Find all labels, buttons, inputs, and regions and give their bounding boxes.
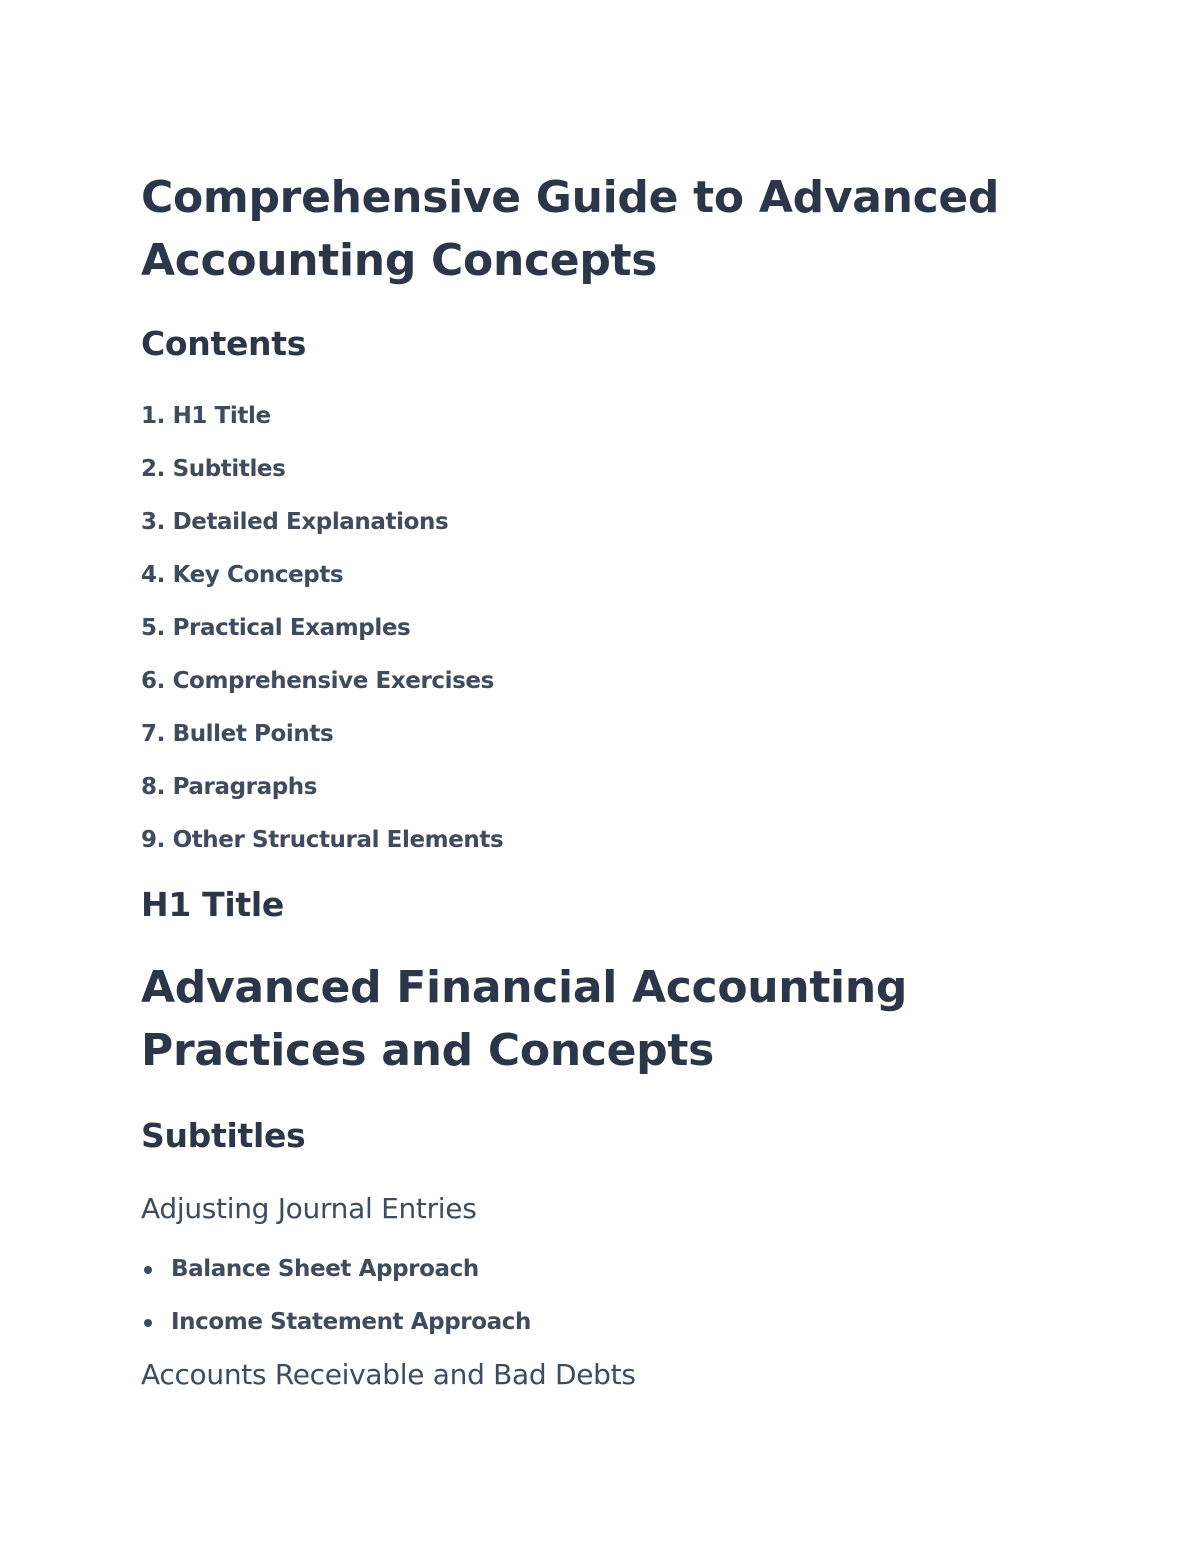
- subtitle-item: Accounts Receivable and Bad Debts: [141, 1358, 636, 1391]
- bullet-item: [141, 1243, 1041, 1296]
- toc-item-label: Paragraphs: [172, 774, 318, 800]
- toc-item-label: Bullet Points: [172, 721, 334, 747]
- toc-item: [141, 443, 1041, 496]
- toc-item-label: Subtitles: [172, 456, 286, 482]
- toc-item-number: 8.: [141, 774, 165, 800]
- toc-item: [141, 708, 1041, 761]
- toc-item-label: Comprehensive Exercises: [172, 668, 494, 694]
- toc-item: [141, 761, 1041, 814]
- bullet-icon: [144, 1266, 152, 1274]
- toc-item: [141, 602, 1041, 655]
- toc-item-number: 4.: [141, 562, 165, 588]
- toc-item: [141, 390, 1041, 443]
- toc-item-number: 2.: [141, 456, 165, 482]
- bullet-item: [141, 1296, 1041, 1349]
- document-title: Comprehensive Guide to Advanced Accounting Concepts: [141, 172, 1000, 286]
- toc-item: [141, 814, 1041, 867]
- toc-item-number: 5.: [141, 615, 165, 641]
- toc-item-number: 9.: [141, 827, 165, 853]
- toc-item-number: 1.: [141, 403, 165, 429]
- table-of-contents: [141, 390, 1041, 867]
- toc-item-label: Key Concepts: [172, 562, 344, 588]
- h1-section-heading: H1 Title: [141, 885, 284, 924]
- document-page: [141, 166, 1041, 1395]
- toc-item-label: H1 Title: [172, 403, 271, 429]
- toc-item-label: Detailed Explanations: [172, 509, 449, 535]
- h1-section-title: Advanced Financial Accounting Practices and Concepts: [141, 962, 908, 1076]
- bullet-item-label: Income Statement Approach: [171, 1309, 531, 1335]
- toc-item-number: 6.: [141, 668, 165, 694]
- toc-item-label: Other Structural Elements: [172, 827, 504, 853]
- toc-item-number: 7.: [141, 721, 165, 747]
- contents-heading: Contents: [141, 324, 307, 363]
- subtitles-section-heading: Subtitles: [141, 1116, 306, 1155]
- bullet-icon: [144, 1319, 152, 1327]
- bullet-item-label: Balance Sheet Approach: [171, 1256, 479, 1282]
- toc-item-number: 3.: [141, 509, 165, 535]
- toc-item: [141, 496, 1041, 549]
- bullet-list: [141, 1243, 1041, 1349]
- toc-item-label: Practical Examples: [172, 615, 411, 641]
- subtitle-item: Adjusting Journal Entries: [141, 1192, 477, 1225]
- toc-item: [141, 655, 1041, 708]
- toc-item: [141, 549, 1041, 602]
